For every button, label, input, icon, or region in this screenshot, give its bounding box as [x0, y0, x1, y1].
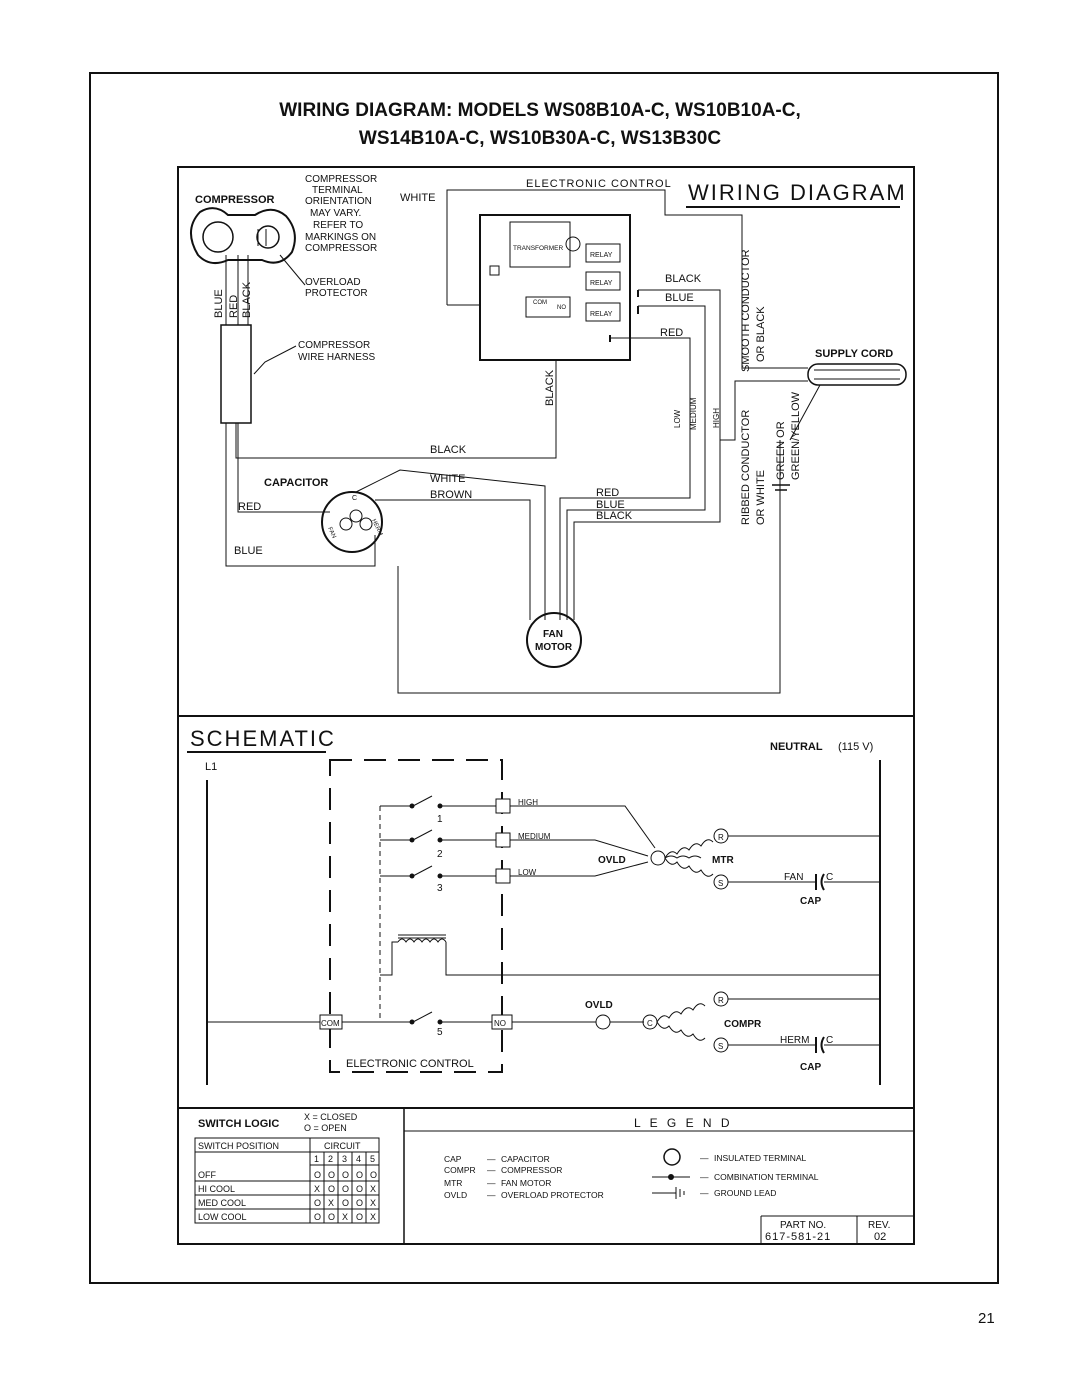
compr-cap-label: CAP	[800, 1062, 822, 1073]
capacitor-label: CAPACITOR	[264, 477, 329, 489]
electronic-control-board	[480, 215, 630, 360]
switch-logic-heading: SWITCH LOGIC	[198, 1118, 280, 1130]
black-wire-board	[236, 360, 556, 458]
terminal-note	[305, 174, 377, 254]
wire-label-black-out: BLACK	[665, 273, 702, 285]
high-lead	[510, 806, 655, 848]
medium-lead	[510, 840, 648, 856]
circuit-state-cell: O	[342, 1198, 350, 1208]
terminal-note-line: COMPRESSOR	[305, 174, 378, 185]
switch-position-cell: MED COOL	[198, 1198, 247, 1208]
red-out-wire	[610, 338, 690, 470]
rev-value: 02	[874, 1231, 887, 1243]
terminal-note-line: COMPRESSOR	[305, 243, 378, 254]
com-terminal-label: COM	[321, 1019, 340, 1028]
harness-leader	[254, 346, 296, 374]
legend-dash: —	[700, 1188, 709, 1198]
circuit-state-cell: X	[370, 1212, 377, 1222]
legend-desc: COMPRESSOR	[501, 1165, 563, 1175]
red-wire-fan	[560, 470, 690, 620]
wire-label-blue: BLUE	[213, 289, 225, 318]
overload-label-line: PROTECTOR	[305, 288, 368, 299]
compressor-terminal-circle	[203, 222, 233, 252]
wire-label-red: RED	[228, 294, 240, 318]
or-white-label: OR WHITE	[755, 470, 767, 525]
ovld-label-compr: OVLD	[585, 1000, 613, 1011]
herm-label: HERM	[780, 1035, 810, 1046]
speed-high: HIGH	[712, 408, 721, 428]
switch-position-cell: HI COOL	[198, 1184, 236, 1194]
circuit-state-cell: O	[342, 1170, 350, 1180]
circuit-number: 2	[328, 1154, 334, 1164]
circuit-state-cell: O	[370, 1170, 378, 1180]
circuit-state-cell: O	[356, 1184, 364, 1194]
neutral-label: NEUTRAL	[770, 741, 823, 753]
speed-low: LOW	[673, 409, 682, 428]
legend-symbols	[700, 1153, 819, 1198]
circuit-state-cell: O	[328, 1212, 336, 1222]
transformer-label: TRANSFORMER	[513, 245, 564, 252]
part-no-label: PART NO.	[780, 1220, 827, 1231]
relay-3-label: RELAY	[590, 311, 613, 318]
legend-desc: FAN MOTOR	[501, 1178, 552, 1188]
page-number: 21	[978, 1310, 995, 1327]
legend-dash: —	[487, 1154, 496, 1164]
wire-label-blue-out: BLUE	[665, 292, 694, 304]
terminal-note-line: MARKINGS ON	[305, 232, 377, 243]
switch-logic-table	[195, 1138, 379, 1223]
legend-desc: OVERLOAD PROTECTOR	[501, 1190, 604, 1200]
transformer-symbol	[380, 935, 880, 975]
part-number-box	[761, 1216, 914, 1244]
supply-cord	[808, 364, 906, 385]
legend-symbol-label: GROUND LEAD	[714, 1188, 777, 1198]
circuit-state-cell: O	[342, 1184, 350, 1194]
blue-wire-fan	[567, 450, 705, 620]
circuit-state-cell: O	[328, 1184, 336, 1194]
legend-abbr: COMPR	[444, 1165, 476, 1175]
wire-label-black: BLACK	[241, 281, 253, 318]
cap-terminal-fan	[340, 518, 352, 530]
overload-label	[305, 277, 368, 299]
fan-motor-label-1: FAN	[543, 629, 563, 640]
terminal-note-line: REFER TO	[313, 220, 364, 231]
smooth-conductor-label: SMOOTH CONDUCTOR	[740, 249, 752, 372]
wire-label-blue-cap: BLUE	[234, 545, 263, 557]
circuit-state-cell: X	[370, 1184, 377, 1194]
switch-number-5: 5	[437, 1027, 443, 1038]
switch-number-1: 1	[437, 814, 443, 825]
fan-motor	[527, 613, 581, 667]
compr-c-label: C	[647, 1019, 653, 1028]
overload-leader	[280, 255, 305, 285]
col-switch-position: SWITCH POSITION	[198, 1141, 279, 1151]
schematic-electronic-control: ELECTRONIC CONTROL	[346, 1058, 474, 1070]
compr-r-label: R	[718, 996, 724, 1005]
harness-label-line: WIRE HARNESS	[298, 352, 376, 363]
switch-logic-key-closed: X = CLOSED	[304, 1112, 358, 1122]
green-label: GREEN OR	[775, 421, 787, 480]
cap-terminal-fan-label: FAN	[326, 526, 337, 540]
terminal-note-line: MAY VARY.	[310, 208, 362, 219]
speed-switches	[380, 796, 510, 1022]
red-wire-cap	[238, 423, 330, 512]
col-circuit: CIRCUIT	[324, 1141, 361, 1151]
wire-label-red-out: RED	[660, 327, 684, 339]
compr-label: COMPR	[724, 1019, 762, 1030]
fan-cap-c-label: C	[826, 872, 834, 883]
speed-low-label: LOW	[518, 868, 537, 877]
circuit-state-cell: O	[314, 1212, 322, 1222]
circuit-state-cell: O	[356, 1170, 364, 1180]
green-yellow-label: GREEN/YELLOW	[790, 391, 802, 480]
compr-cap-c-label: C	[826, 1035, 834, 1046]
diagram-title-line-1: WIRING DIAGRAM: MODELS WS08B10A-C, WS10B10A-C,	[279, 100, 801, 121]
circuit-state-cell: O	[314, 1170, 322, 1180]
wire-label-red-cap: RED	[238, 501, 262, 513]
circuit-state-cell: O	[356, 1198, 364, 1208]
legend-dash: —	[700, 1172, 709, 1182]
wire-label-black-fan: BLACK	[596, 510, 633, 522]
speed-high-label: HIGH	[518, 798, 538, 807]
switch-logic-key-open: O = OPEN	[304, 1123, 347, 1133]
legend-abbreviations	[444, 1154, 604, 1200]
legend-abbr: CAP	[444, 1154, 462, 1164]
switch-number-3: 3	[437, 883, 443, 894]
circuit-state-cell: O	[314, 1198, 322, 1208]
legend-dash: —	[487, 1178, 496, 1188]
circuit-state-cell: O	[328, 1170, 336, 1180]
fan-cap-cap-label: CAP	[800, 896, 822, 907]
fan-s-label: S	[718, 879, 724, 888]
black-wire-fan	[574, 440, 720, 620]
neutral-voltage: (115 V)	[838, 741, 874, 753]
schematic-panel	[178, 716, 914, 1108]
ovld-label-fan: OVLD	[598, 855, 626, 866]
legend-abbr: OVLD	[444, 1190, 468, 1200]
supply-cord-label: SUPPLY CORD	[815, 348, 894, 360]
rev-label: REV.	[868, 1220, 891, 1231]
legend-dash: —	[487, 1190, 496, 1200]
fan-cap-plate-curved	[822, 874, 825, 890]
wire-label-black-board: BLACK	[544, 369, 556, 406]
circuit-number: 3	[342, 1154, 348, 1164]
circuit-number: 4	[356, 1154, 362, 1164]
compr-cap-plate-curved	[822, 1037, 825, 1053]
combination-terminal-icon	[652, 1174, 690, 1180]
ground-lead-icon	[652, 1187, 684, 1199]
legend-desc: CAPACITOR	[501, 1154, 550, 1164]
schematic-heading: SCHEMATIC	[190, 726, 336, 751]
com-label: COM	[533, 300, 547, 306]
fan-r-label: R	[718, 833, 724, 842]
fan-motor-label-2: MOTOR	[535, 642, 573, 653]
switch-logic-cells	[198, 1154, 377, 1222]
terminal-note-line: TERMINAL	[312, 185, 363, 196]
harness-label	[298, 340, 376, 363]
speed-medium: MEDIUM	[689, 397, 698, 430]
diagram-title-line-2: WS14B10A-C, WS10B30A-C, WS13B30C	[358, 128, 722, 149]
l1-label: L1	[205, 761, 218, 773]
ground-symbol	[772, 485, 790, 490]
overload-label-line: OVERLOAD	[305, 277, 361, 288]
no-terminal-label: NO	[494, 1019, 506, 1028]
switch5-blade	[413, 1012, 432, 1022]
part-no-value: 617-581-21	[765, 1231, 832, 1243]
legend-symbol-label: INSULATED TERMINAL	[714, 1153, 807, 1163]
switch-position-cell: LOW COOL	[198, 1212, 247, 1222]
relay-2-label: RELAY	[590, 280, 613, 287]
fan-winding-low	[665, 858, 713, 876]
overload-terminal-circle	[257, 226, 279, 248]
electronic-control-dashed	[330, 760, 502, 1072]
cap-terminal-c	[350, 510, 362, 522]
ribbed-conductor-label: RIBBED CONDUCTOR	[740, 409, 752, 525]
wire-label-white-top: WHITE	[400, 192, 436, 204]
electronic-control-label: ELECTRONIC CONTROL	[526, 178, 672, 190]
relay-1-label: RELAY	[590, 252, 613, 259]
compr-winding-start	[657, 1022, 705, 1040]
terminal-note-line: ORIENTATION	[305, 196, 372, 207]
board-indicator	[490, 266, 499, 275]
circuit-state-cell: X	[342, 1212, 349, 1222]
harness-label-line: COMPRESSOR	[298, 340, 371, 351]
speed-medium-label: MEDIUM	[518, 832, 551, 841]
fan-ovld-symbol	[651, 851, 665, 865]
legend-abbr: MTR	[444, 1178, 463, 1188]
legend-symbol-label: COMBINATION TERMINAL	[714, 1172, 819, 1182]
circuit-state-cell: X	[370, 1198, 377, 1208]
circuit-state-cell: O	[356, 1212, 364, 1222]
wire-label-white-cap: WHITE	[430, 473, 466, 485]
circuit-state-cell: X	[314, 1184, 321, 1194]
switch-position-cell: OFF	[198, 1170, 216, 1180]
compr-winding-run	[657, 1004, 705, 1022]
wire-label-blue-fan: BLUE	[596, 499, 625, 511]
cap-terminal-c-label: C	[352, 495, 358, 502]
circuit-number: 5	[370, 1154, 376, 1164]
wire-label-red-fan: RED	[596, 487, 620, 499]
cap-terminal-herm-label: HERM	[370, 518, 384, 537]
fan-winding-high	[665, 840, 713, 858]
compr-s-label: S	[718, 1042, 724, 1051]
circuit-number: 1	[314, 1154, 320, 1164]
compressor-label: COMPRESSOR	[195, 194, 275, 206]
mtr-label: MTR	[712, 855, 734, 866]
no-label: NO	[557, 305, 566, 311]
insulated-terminal-icon	[664, 1149, 680, 1165]
compressor-wire-harness	[221, 325, 251, 423]
circuit-state-cell: X	[328, 1198, 335, 1208]
transformer-terminal	[566, 237, 580, 251]
fan-winding-mid	[665, 856, 701, 858]
wire-label-brown: BROWN	[430, 489, 473, 501]
fan-cap-label: FAN	[784, 872, 804, 883]
legend-dash: —	[487, 1165, 496, 1175]
compr-ovld-symbol	[596, 1015, 610, 1029]
legend-dash: —	[700, 1153, 709, 1163]
legend-heading: L E G E N D	[634, 1116, 733, 1130]
wiring-heading: WIRING DIAGRAM	[688, 180, 907, 205]
switch-number-2: 2	[437, 849, 443, 860]
or-black-label: OR BLACK	[755, 306, 767, 362]
wire-label-black-mid: BLACK	[430, 444, 467, 456]
